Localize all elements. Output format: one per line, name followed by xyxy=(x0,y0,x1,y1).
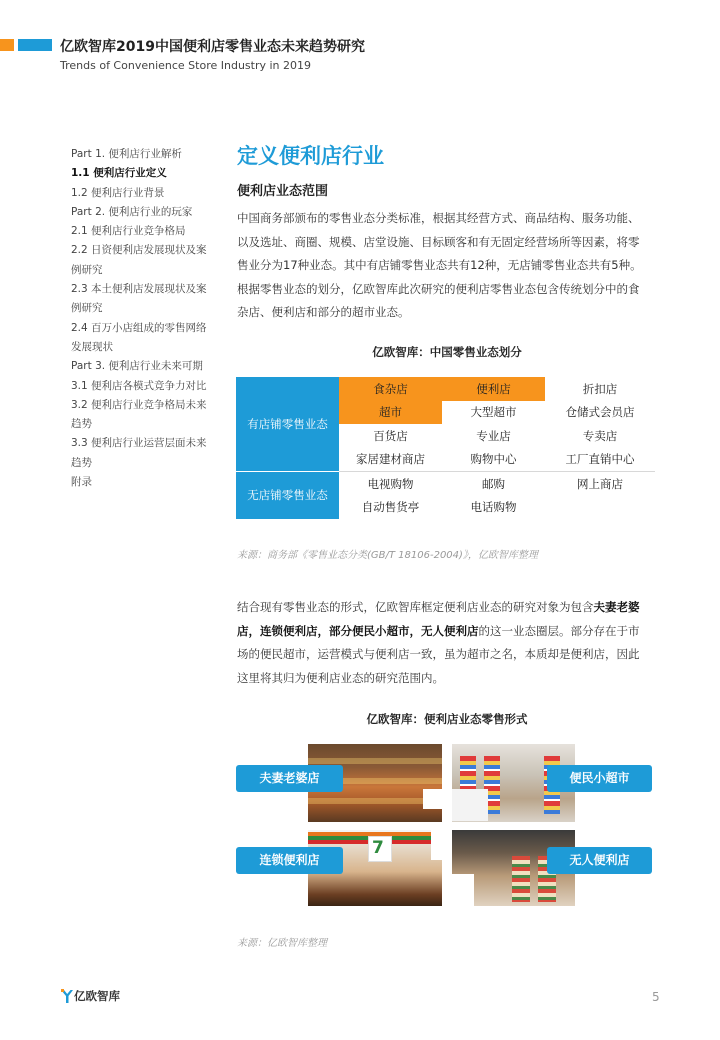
paragraph-line: 售业分为17种业态。其中有店铺零售业态共有12种，无店铺零售业态共有5种。 xyxy=(237,258,642,272)
toc-item[interactable]: Part 3. 便利店行业未来可期 xyxy=(71,360,203,373)
paragraph-line: 以及选址、商圈、规模、店堂设施、目标顾客和有无固定经营场所等因素，将零 xyxy=(237,234,640,249)
nonstore-retail-label: 无店铺零售业态 xyxy=(236,472,339,520)
figure-caption: 亿欧智库：便利店业态零售形式 xyxy=(366,712,528,726)
figure-source-note: 来源：亿欧智库整理 xyxy=(237,938,327,949)
toc-item[interactable]: 2.1 便利店行业竞争格局 xyxy=(71,225,186,238)
paragraph-line xyxy=(237,596,663,620)
toc-item[interactable]: 2.2 日资便利店发展现状及案 xyxy=(71,244,207,257)
page-number: 5 xyxy=(652,990,660,1004)
label-chain-store: 连锁便利店 xyxy=(236,847,343,874)
table-cell: 电话购物 xyxy=(470,500,517,515)
bold-text: 夫妻老婆 xyxy=(593,600,640,614)
toc-item[interactable]: 趋势 xyxy=(71,418,92,431)
table-cell: 专业店 xyxy=(476,428,511,443)
paragraph-line: 中国商务部颁布的零售业态分类标准，根据其经营方式、商品结构、服务功能、 xyxy=(237,211,640,225)
store-retail-label: 有店铺零售业态 xyxy=(236,377,339,472)
toc-item-active[interactable]: 1.1 便利店行业定义 xyxy=(71,167,167,180)
table-cell: 仓储式会员店 xyxy=(565,405,635,420)
table-cell: 家居建材商店 xyxy=(356,452,425,467)
toc-item[interactable]: 趋势 xyxy=(71,456,92,469)
decor-square xyxy=(308,822,342,830)
header-orange-bar xyxy=(0,39,14,51)
toc-item[interactable]: 3.3 便利店行业运营层面未来 xyxy=(71,437,207,450)
table-cell: 网上商店 xyxy=(545,472,655,496)
label-mini-market: 便民小超市 xyxy=(547,765,652,792)
logo-text: 亿欧智库 xyxy=(74,989,120,1003)
toc-item[interactable]: Part 2. 便利店行业的玩家 xyxy=(71,205,193,218)
report-subtitle: Trends of Convenience Store Industry in 2019 xyxy=(60,59,312,72)
toc-item[interactable]: 例研究 xyxy=(71,302,103,315)
text-run: 结合现有零售业态的形式，亿欧智库框定便利店业态的研究对象为包含 xyxy=(237,600,594,614)
store-logo-icon: 7 xyxy=(368,836,392,862)
section-title: 定义便利店行业 xyxy=(237,144,384,168)
table-cell: 专卖店 xyxy=(582,428,618,443)
logo-icon xyxy=(60,988,74,1004)
table-caption: 亿欧智库：中国零售业态划分 xyxy=(372,345,522,359)
decor-square xyxy=(423,789,443,809)
table-cell-highlight: 超市 xyxy=(339,401,442,425)
toc-item[interactable]: 3.1 便利店各模式竞争力对比 xyxy=(71,379,207,392)
toc-item[interactable]: 附录 xyxy=(71,476,92,489)
paragraph-line: 根据零售业态的划分，亿欧智库此次研究的便利店零售业态包含传统划分中的食 xyxy=(237,281,640,296)
table-cell: 邮购 xyxy=(442,472,545,496)
table-of-contents xyxy=(71,145,221,492)
paragraph-line xyxy=(237,620,663,644)
table-cell: 购物中心 xyxy=(470,452,517,467)
toc-item[interactable]: 2.3 本土便利店发展现状及案 xyxy=(71,283,207,296)
decor-square xyxy=(431,830,445,860)
table-cell: 折扣店 xyxy=(582,381,618,396)
paragraph-line: 这里将其归为便利店业态的研究范围内。 xyxy=(237,670,444,685)
toc-item[interactable]: 2.4 百万小店组成的零售网络 xyxy=(71,321,207,334)
text-run: 的这一业态圈层。部分存在于市 xyxy=(478,623,640,638)
table-cell: 工厂直销中心 xyxy=(565,452,635,467)
table-cell: 大型超市 xyxy=(470,405,517,420)
toc-item[interactable]: 发展现状 xyxy=(71,340,113,353)
section-subtitle: 便利店业态范围 xyxy=(237,184,329,199)
paragraph-line: 场的便民超市，运营模式与便利店一致，虽为超市之名，本质却是便利店，因此 xyxy=(237,647,640,661)
table-cell-highlight: 便利店 xyxy=(442,377,545,401)
toc-item[interactable]: Part 1. 便利店行业解析 xyxy=(71,148,182,160)
paragraph-line: 杂店、便利店和部分的超市业态。 xyxy=(237,305,410,319)
header-blue-bar xyxy=(18,39,52,51)
table-cell: 百货店 xyxy=(373,428,408,443)
toc-item[interactable]: 3.2 便利店行业竞争格局未来 xyxy=(71,398,207,411)
intro-paragraph xyxy=(237,207,663,325)
table-source-note: 来源：商务部《零售业态分类(GB/T 18106-2004)》，亿欧智库整理 xyxy=(237,550,538,561)
report-title: 亿欧智库2019中国便利店零售业态未来趋势研究 xyxy=(60,39,365,55)
scope-paragraph xyxy=(237,596,663,690)
toc-item[interactable]: 1.2 便利店行业背景 xyxy=(71,186,165,199)
table-cell: 电视购物 xyxy=(339,472,442,496)
table-cell: 自动售货亭 xyxy=(361,500,420,515)
label-mom-pop-store: 夫妻老婆店 xyxy=(236,765,343,792)
table-cell-highlight: 食杂店 xyxy=(339,377,442,401)
label-unmanned-store: 无人便利店 xyxy=(547,847,652,874)
bold-text: 店，连锁便利店，部分便民小超市，无人便利店 xyxy=(237,623,479,638)
decor-square xyxy=(452,874,474,906)
table-cell-empty xyxy=(545,496,655,520)
retail-format-table xyxy=(236,377,655,520)
toc-item[interactable]: 例研究 xyxy=(71,263,103,276)
decor-square xyxy=(452,789,488,821)
